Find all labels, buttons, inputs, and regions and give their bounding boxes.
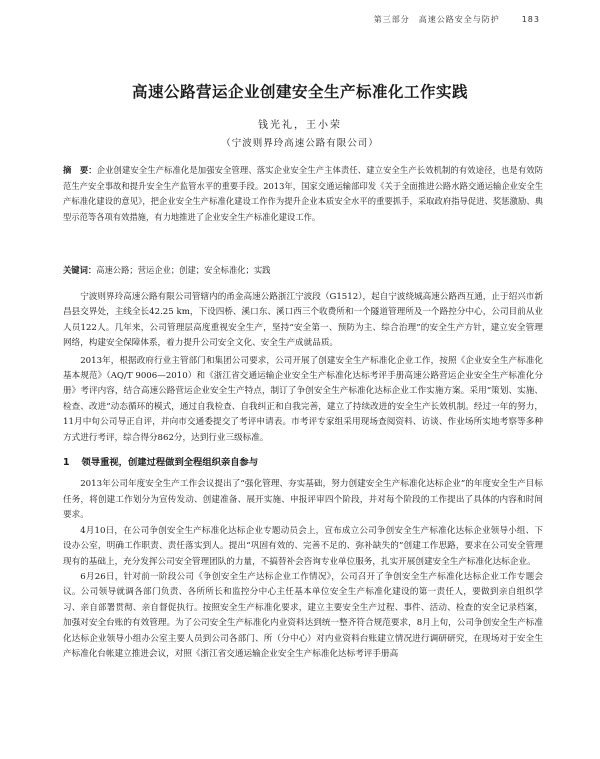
affiliation: （宁波则界玲高速公路有限公司） [221,138,379,149]
keywords-text: 高速公路；营运企业；创建；安全标准化；实践 [96,265,271,275]
running-head [374,14,540,25]
body-text [63,290,543,662]
paragraph: 4月10日，在公司争创安全生产标准化达标企业专题动员会上，宣布成立公司争创安全生产标准化达标企业领导小组、下设办公室，明确工作职责、责任落实到人。提出“巩固有效的、完善不足的、弥补缺失的”创建工作思路，要求在公司安全管理现有的基础上，充分发挥公司安全管理团队的力量，不搞替补会咨询专业单位服务，扎实开展创建安全生产标准化达标企业。 [63,525,543,567]
authors: 钱光礼，王小荣 [258,120,342,131]
running-head-section: 第三部分 高速公路安全与防护 [373,15,500,24]
abstract-text: 企业创建安全生产标准化是加强安全管理、落实企业安全生产主体责任、建立安全生产长效机制的有效途径，也是有效防范生产安全事故和提升安全生产监管水平的重要手段。2013年，国家交通运输部印发《关于全面推进公路水路交通运输企业安全生产标准化建设的意见》，把企业安全生产标准化建设工作作为提升企业本质安全水平的重要抓手，采取政府指导促进、奖惩激励、典型示范等各项有效措施，有力地推进了企业安全生产标准化建设工作。 [63,165,543,222]
abstract [63,163,543,225]
paragraph: 宁波则界玲高速公路有限公司管辖内的甬金高速公路浙江宁波段（G1512），起自宁波绕城高速公路西互通，止于绍兴市新昌县交界处，主线全长42.25 km，下设四桥、溪口东、溪口西三个收费所和一个隧道管理所及一个路控分中心，公司目前从业人员122人。几年来，公司管理层高度重视安全生产，坚持“安全第一、预防为主、综合治理”的安全生产方针，建立安全管理网络，构建安全保障体系，着力提升公司安全文化、安全生产成就品质。 [63,292,543,349]
keywords [63,263,543,277]
paper-title: 高速公路营运企业创建安全生产标准化工作实践 [131,83,468,101]
section-title: 领导重视，创建过程做到全程组织亲自参与 [81,457,259,469]
keywords-label: 关键词： [63,265,97,275]
paragraph: 2013年公司年度安全生产工作会议提出了“强化管理、夯实基础，努力创建安全生产标准化达标企业”的年度安全生产目标任务，将创建工作划分为宣传发动、创建准备、展开实施、申报评审四个阶段，并对每个阶段的工作提出了具体的内容和时间要求。 [63,479,543,521]
section-heading [63,455,543,470]
page-number: 183 [521,15,540,24]
section-number: 1 [63,457,70,469]
abstract-label: 摘 要： [63,165,97,175]
paragraph: 2013年，根据政府行业主管部门和集团公司要求，公司开展了创建安全生产标准化企业工作，按照《企业安全生产标准化基本规范》（AQ/T 9006—2010）和《浙江省交通运输企业安全生产标准化达标考评手册高速公路营运企业安全生产标准化分册》考评内容，结合高速公路营运企业安全生产特点，制订了争创安全生产标准化达标企业工作实施方案。采用“策划、实施、检查、改进”动态循环的模式，通过自我检查、自我纠正和自我完善，建立了持续改进的安全生产长效机制。经过一年的努力，11月中旬公司导正自评，并向市交通委提交了考评申请表。市考评专家组采用现场查阅资料、访谈、作业场所实地考察等多种方式进行考评，综合得分862分，达到行业三级标准。 [63,355,543,443]
paragraph: 6月26日，针对前一阶段公司《争创安全生产达标企业工作情况》，公司召开了争创安全生产标准化达标企业工作专题会议。公司领导就调各部门负责、各所所长和监控分中心主任基本单位安全生产标准化建设的第一责任人，要做到亲自组织学习、亲自部署贯彻、亲自督促执行。按照安全生产标准化要求，建立主要安全生产过程、事件、活动、检查的安全记录档案，加强对安全台账的有效管理。为了公司安全生产标准化内业资料达到统一整齐符合规范要求，8月上旬，公司争创安全生产标准化达标企业领导小组办公室主要人员到公司各部门、所（分中心）对内业资料台账建立情况进行调研研究，在现场对于安全生产标准化台帐建立推进会议，对照《浙江省交通运输企业安全生产标准化达标考评手册高 [63,571,543,659]
